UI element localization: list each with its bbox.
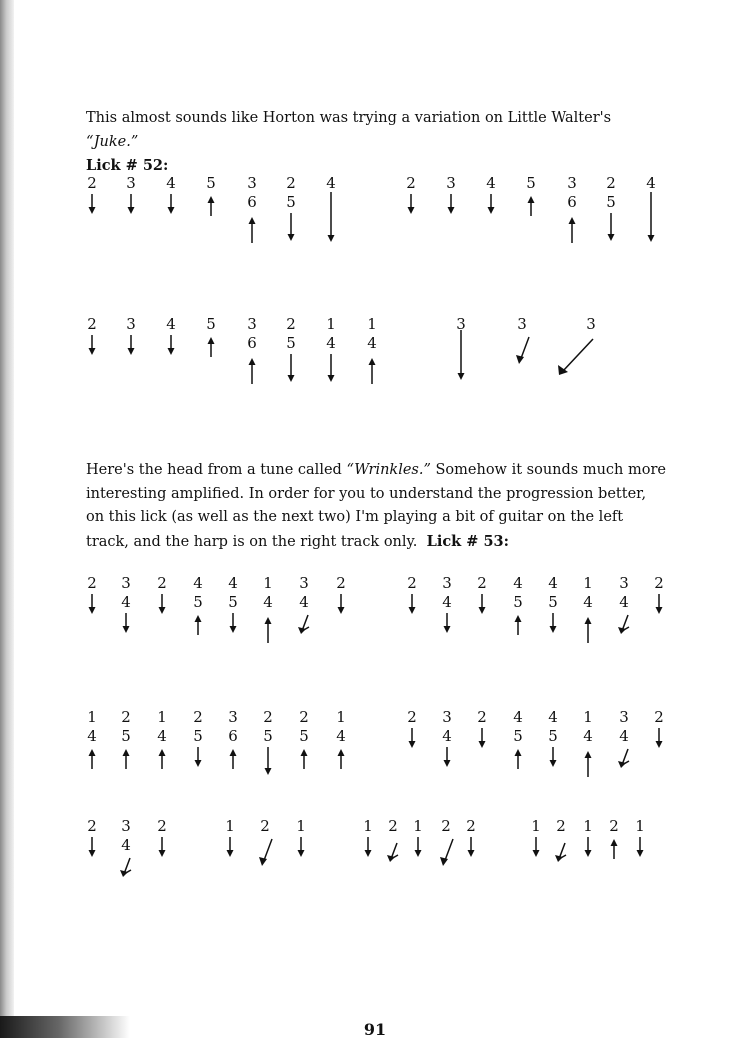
hole-number: 3 [442, 574, 452, 592]
tab-note [193, 708, 203, 767]
tab-note [259, 817, 272, 866]
breath-arrow [298, 615, 309, 634]
breath-arrow [555, 843, 566, 862]
hole-number: 2 [441, 817, 451, 835]
breath-arrow [468, 837, 475, 857]
wrinkles-text-start: Here's the head from a tune called [86, 462, 347, 478]
breath-arrow [608, 213, 615, 241]
hole-number: 2 [87, 574, 97, 592]
breath-arrow [195, 747, 202, 767]
hole-number: 2 [157, 574, 167, 592]
breath-arrow [208, 337, 215, 357]
hole-number: 3 [121, 574, 131, 592]
breath-arrow [89, 837, 96, 857]
tune-title-wrinkles: “Wrinkles.” [346, 462, 431, 478]
breath-arrow [656, 728, 663, 748]
hole-number: 2 [606, 174, 616, 192]
hole-number: 5 [513, 727, 523, 745]
breath-arrow [159, 594, 166, 614]
breath-arrow [89, 335, 96, 355]
tab-note [286, 174, 296, 241]
breath-arrow [585, 837, 592, 857]
breath-arrow [369, 358, 376, 384]
tab-note [646, 174, 656, 242]
hole-number: 4 [486, 174, 496, 192]
tab-note [413, 817, 423, 857]
tab-note [618, 708, 629, 768]
hole-number: 1 [531, 817, 541, 835]
hole-number: 5 [193, 727, 203, 745]
hole-number: 3 [247, 315, 257, 333]
hole-number: 5 [286, 193, 296, 211]
hole-number: 6 [247, 334, 257, 352]
breath-arrow [230, 749, 237, 769]
tab-note [406, 174, 416, 214]
hole-number: 2 [157, 817, 167, 835]
hole-number: 4 [326, 174, 336, 192]
tab-note [87, 708, 97, 769]
breath-arrow [387, 843, 398, 862]
hole-number: 4 [87, 727, 97, 745]
tab-note [516, 315, 529, 364]
hole-number: 4 [326, 334, 336, 352]
hole-number: 3 [126, 315, 136, 333]
breath-arrow [259, 839, 272, 866]
tab-note [121, 574, 131, 633]
hole-number: 3 [517, 315, 527, 333]
tab-note [548, 574, 558, 633]
hole-number: 3 [299, 574, 309, 592]
tab-note [247, 315, 257, 384]
breath-arrow [288, 354, 295, 382]
breath-arrow [227, 837, 234, 857]
tune-title-juke: “Juke.” [86, 133, 139, 150]
hole-number: 4 [619, 727, 629, 745]
tab-note [654, 708, 664, 748]
hole-number: 2 [299, 708, 309, 726]
tab-note [440, 817, 453, 866]
hole-number: 2 [87, 174, 97, 192]
breath-arrow [301, 749, 308, 769]
tab-note [618, 574, 629, 634]
hole-number: 2 [286, 315, 296, 333]
tab-note [526, 174, 536, 216]
tab-note [635, 817, 645, 857]
hole-number: 5 [206, 315, 216, 333]
breath-arrow [533, 837, 540, 857]
tab-note [513, 708, 523, 769]
hole-number: 1 [367, 315, 377, 333]
hole-number: 3 [442, 708, 452, 726]
hole-number: 4 [583, 593, 593, 611]
tab-note [442, 574, 452, 633]
hole-number: 2 [193, 708, 203, 726]
breath-arrow [409, 594, 416, 614]
breath-arrow [120, 858, 131, 877]
tab-note [367, 315, 377, 384]
tab-note [166, 174, 176, 214]
lick-53-label: Lick # 53: [426, 532, 509, 550]
hole-number: 2 [477, 574, 487, 592]
tab-note [555, 817, 566, 862]
breath-arrow [550, 613, 557, 633]
breath-arrow [159, 837, 166, 857]
breath-arrow [479, 728, 486, 748]
breath-arrow [89, 749, 96, 769]
hole-number: 1 [157, 708, 167, 726]
hole-number: 6 [228, 727, 238, 745]
hole-number: 5 [263, 727, 273, 745]
tab-note [583, 574, 593, 643]
hole-number: 2 [388, 817, 398, 835]
tab-note [407, 574, 417, 614]
lick-53-row-1 [87, 574, 664, 643]
hole-number: 1 [225, 817, 235, 835]
hole-number: 3 [619, 708, 629, 726]
tab-note [336, 574, 346, 614]
hole-number: 2 [260, 817, 270, 835]
breath-arrow [249, 358, 256, 384]
tab-note [157, 574, 167, 614]
breath-arrow [637, 837, 644, 857]
tab-note [298, 574, 309, 634]
tab-note [206, 174, 216, 216]
lick-53-row-2 [87, 708, 664, 777]
tab-note [326, 315, 336, 382]
tab-note [121, 708, 131, 769]
breath-arrow [415, 837, 422, 857]
breath-arrow [618, 615, 629, 634]
hole-number: 4 [336, 727, 346, 745]
lick-52-row-2 [87, 315, 596, 384]
lick-52-row-1 [87, 174, 656, 243]
hole-number: 1 [413, 817, 423, 835]
breath-arrow [298, 837, 305, 857]
breath-arrow [365, 837, 372, 857]
hole-number: 4 [583, 727, 593, 745]
hole-number: 2 [286, 174, 296, 192]
breath-arrow [611, 839, 618, 859]
tab-note [286, 315, 296, 382]
hole-number: 4 [121, 593, 131, 611]
hole-number: 2 [477, 708, 487, 726]
tab-note [120, 817, 131, 877]
intro-text: This almost sounds like Horton was trying a variation on Little Walter's [86, 110, 612, 126]
hole-number: 4 [263, 593, 273, 611]
lick-53-row-3 [87, 817, 645, 877]
hole-number: 2 [121, 708, 131, 726]
breath-arrow [338, 594, 345, 614]
tab-note [87, 574, 97, 614]
hole-number: 4 [548, 574, 558, 592]
hole-number: 4 [166, 174, 176, 192]
tab-note [126, 315, 136, 355]
tab-note [583, 817, 593, 857]
tab-note [206, 315, 216, 357]
hole-number: 3 [446, 174, 456, 192]
breath-arrow [128, 194, 135, 214]
wrinkles-text-end: Somehow it sounds much more interesting amplified. In order for you to understand the progression better, on this lick (as well as the next two) I'm playing a bit of guitar on the left track, and the harp is on the right track only. [86, 462, 666, 550]
hole-number: 4 [367, 334, 377, 352]
tab-note [157, 817, 167, 857]
hole-number: 3 [456, 315, 466, 333]
tab-note [609, 817, 619, 859]
breath-arrow [89, 194, 96, 214]
hole-number: 5 [548, 593, 558, 611]
hole-number: 1 [635, 817, 645, 835]
hole-number: 5 [121, 727, 131, 745]
breath-arrow [89, 594, 96, 614]
hole-number: 4 [513, 574, 523, 592]
hole-number: 2 [87, 315, 97, 333]
hole-number: 4 [228, 574, 238, 592]
breath-arrow [409, 728, 416, 748]
hole-number: 5 [193, 593, 203, 611]
hole-number: 1 [263, 574, 273, 592]
hole-number: 3 [121, 817, 131, 835]
breath-arrow [440, 839, 453, 866]
hole-number: 1 [583, 708, 593, 726]
breath-arrow [444, 613, 451, 633]
breath-arrow [159, 749, 166, 769]
hole-number: 3 [126, 174, 136, 192]
hole-number: 5 [299, 727, 309, 745]
tab-note [299, 708, 309, 769]
tab-note [477, 574, 487, 614]
hole-number: 5 [526, 174, 536, 192]
hole-number: 2 [336, 574, 346, 592]
hole-number: 2 [556, 817, 566, 835]
hole-number: 3 [567, 174, 577, 192]
tab-note [363, 817, 373, 857]
hole-number: 1 [363, 817, 373, 835]
breath-arrow [515, 749, 522, 769]
hole-number: 5 [228, 593, 238, 611]
hole-number: 4 [442, 593, 452, 611]
breath-arrow [265, 617, 272, 643]
hole-number: 1 [583, 574, 593, 592]
lick-52-label: Lick # 52: [86, 157, 169, 174]
hole-number: 3 [247, 174, 257, 192]
breath-arrow [123, 749, 130, 769]
breath-arrow [585, 751, 592, 777]
page-number: 91 [363, 1020, 387, 1038]
hole-number: 5 [548, 727, 558, 745]
hole-number: 2 [407, 574, 417, 592]
hole-number: 2 [87, 817, 97, 835]
breath-arrow [328, 354, 335, 382]
hole-number: 4 [513, 708, 523, 726]
tab-note [387, 817, 398, 862]
tab-note [477, 708, 487, 748]
hole-number: 4 [548, 708, 558, 726]
breath-arrow [488, 194, 495, 214]
breath-arrow [444, 747, 451, 767]
hole-number: 4 [157, 727, 167, 745]
hole-number: 4 [166, 315, 176, 333]
hole-number: 3 [586, 315, 596, 333]
hole-number: 5 [513, 593, 523, 611]
tab-note [225, 817, 235, 857]
hole-number: 4 [121, 836, 131, 854]
tab-note [87, 817, 97, 857]
tab-note [336, 708, 346, 769]
breath-arrow [515, 615, 522, 635]
tab-note [263, 574, 273, 643]
hole-number: 3 [228, 708, 238, 726]
tab-note [466, 817, 476, 857]
tab-note [157, 708, 167, 769]
tab-note [228, 708, 238, 769]
tab-note [567, 174, 577, 243]
hole-number: 4 [299, 593, 309, 611]
tab-note [247, 174, 257, 243]
hole-number: 4 [442, 727, 452, 745]
hole-number: 4 [619, 593, 629, 611]
breath-arrow [265, 747, 272, 775]
breath-arrow [408, 194, 415, 214]
hole-number: 2 [609, 817, 619, 835]
hole-number: 4 [193, 574, 203, 592]
breath-arrow [558, 339, 593, 375]
hole-number: 6 [567, 193, 577, 211]
hole-number: 5 [206, 174, 216, 192]
breath-arrow [168, 194, 175, 214]
breath-arrow [585, 617, 592, 643]
hole-number: 1 [583, 817, 593, 835]
breath-arrow [448, 194, 455, 214]
breath-arrow [569, 217, 576, 243]
breath-arrow [458, 330, 465, 380]
hole-number: 1 [87, 708, 97, 726]
tab-note [531, 817, 541, 857]
breath-arrow [648, 192, 655, 242]
breath-arrow [128, 335, 135, 355]
breath-arrow [528, 196, 535, 216]
breath-arrow [338, 749, 345, 769]
hole-number: 6 [247, 193, 257, 211]
hole-number: 2 [466, 817, 476, 835]
hole-number: 2 [406, 174, 416, 192]
tab-note [166, 315, 176, 355]
tab-note [228, 574, 238, 633]
tab-note [326, 174, 336, 242]
tab-note [548, 708, 558, 767]
breath-arrow [516, 337, 529, 364]
breath-arrow [195, 615, 202, 635]
tab-note [296, 817, 306, 857]
tab-note [583, 708, 593, 777]
breath-arrow [208, 196, 215, 216]
hole-number: 5 [606, 193, 616, 211]
tab-note [126, 174, 136, 214]
breath-arrow [328, 192, 335, 242]
tab-note [87, 315, 97, 355]
hole-number: 2 [263, 708, 273, 726]
tab-note [558, 315, 596, 375]
hole-number: 3 [619, 574, 629, 592]
hole-number: 4 [646, 174, 656, 192]
breath-arrow [168, 335, 175, 355]
tab-note [193, 574, 203, 635]
breath-arrow [656, 594, 663, 614]
breath-arrow [249, 217, 256, 243]
hole-number: 2 [407, 708, 417, 726]
hole-number: 1 [336, 708, 346, 726]
tab-note [87, 174, 97, 214]
breath-arrow [288, 213, 295, 241]
tab-note [606, 174, 616, 241]
hole-number: 2 [654, 574, 664, 592]
breath-arrow [479, 594, 486, 614]
hole-number: 2 [654, 708, 664, 726]
tab-note [407, 708, 417, 748]
tab-note [486, 174, 496, 214]
breath-arrow [230, 613, 237, 633]
hole-number: 5 [286, 334, 296, 352]
tab-note [456, 315, 466, 380]
breath-arrow [618, 749, 629, 768]
tab-note [513, 574, 523, 635]
breath-arrow [550, 747, 557, 767]
tab-note [442, 708, 452, 767]
hole-number: 1 [296, 817, 306, 835]
tab-note [446, 174, 456, 214]
tab-note [654, 574, 664, 614]
hole-number: 1 [326, 315, 336, 333]
breath-arrow [123, 613, 130, 633]
tab-note [263, 708, 273, 775]
